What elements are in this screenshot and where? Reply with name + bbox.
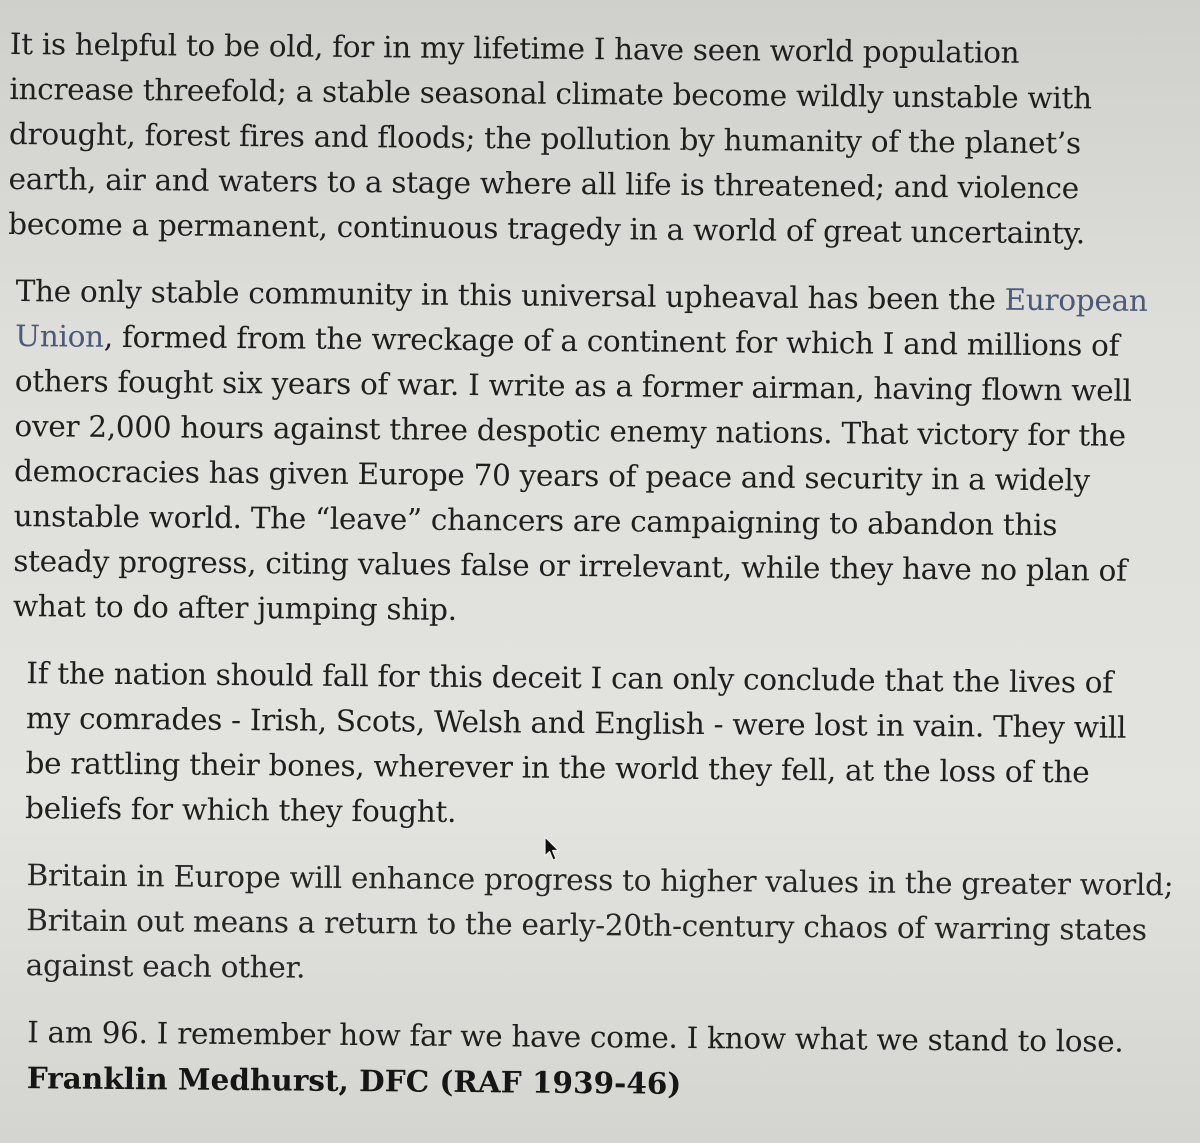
signature: Franklin Medhurst, DFC (RAF 1939-46) <box>26 1060 682 1101</box>
text-line: over 2,000 hours against three despotic enemy nations. That victory for the <box>14 409 1126 453</box>
text-line: democracies has given Europe 70 years of peace and security in a widely <box>13 454 1091 498</box>
text-line: beliefs for which they fought. <box>24 791 457 829</box>
text-line: others fought six years of war. I write as a former airman, having flown well <box>14 364 1132 408</box>
text-line: If the nation should fall for this deceit I can only conclude that the lives of <box>26 656 1113 700</box>
text-line: against each other. <box>25 948 306 985</box>
text-line: be rattling their bones, wherever in the world they fell, at the loss of the <box>25 746 1090 790</box>
mouse-pointer-icon <box>544 836 560 862</box>
european-union-link-continued[interactable]: Union <box>15 319 104 354</box>
text-line: Britain in Europe will enhance progress to higher values in the greater world; <box>26 858 1174 903</box>
text-line: what to do after jumping ship. <box>12 589 457 627</box>
text-fragment: , formed from the wreckage of a continent for which I and millions of <box>103 319 1120 363</box>
text-line: become a permanent, continuous tragedy in a world of great uncertainty. <box>8 206 1086 251</box>
paragraph-1 <box>8 22 1190 257</box>
text-line: earth, air and waters to a stage where all life is threatened; and violence <box>8 161 1079 206</box>
paragraph-2 <box>5 269 1188 639</box>
text-line: drought, forest fires and floods; the pollution by humanity of the planet’s <box>8 116 1081 161</box>
letter-body <box>1 22 1190 1110</box>
paragraph-5 <box>1 1010 1182 1110</box>
text-line: my comrades - Irish, Scots, Welsh and English - were lost in vain. They will <box>25 701 1127 745</box>
text-line: unstable world. The “leave” chancers are campaigning to abandon this <box>13 499 1058 543</box>
text-line: It is helpful to be old, for in my lifetime I have seen world population <box>9 26 1020 70</box>
text-line: increase threefold; a stable seasonal climate become wildly unstable with <box>9 71 1092 116</box>
text-line: Britain out means a return to the early-20th-century chaos of warring states <box>26 903 1147 947</box>
paragraph-3 <box>3 651 1185 841</box>
european-union-link[interactable]: European <box>1004 282 1148 318</box>
text-line: I am 96. I remember how far we have come. I know what we stand to lose. <box>27 1015 1124 1059</box>
text-line: steady progress, citing values false or irrelevant, while they have no plan of <box>13 544 1127 588</box>
text-fragment: The only stable community in this universal upheaval has been the <box>15 274 1005 317</box>
paragraph-4 <box>2 853 1183 998</box>
